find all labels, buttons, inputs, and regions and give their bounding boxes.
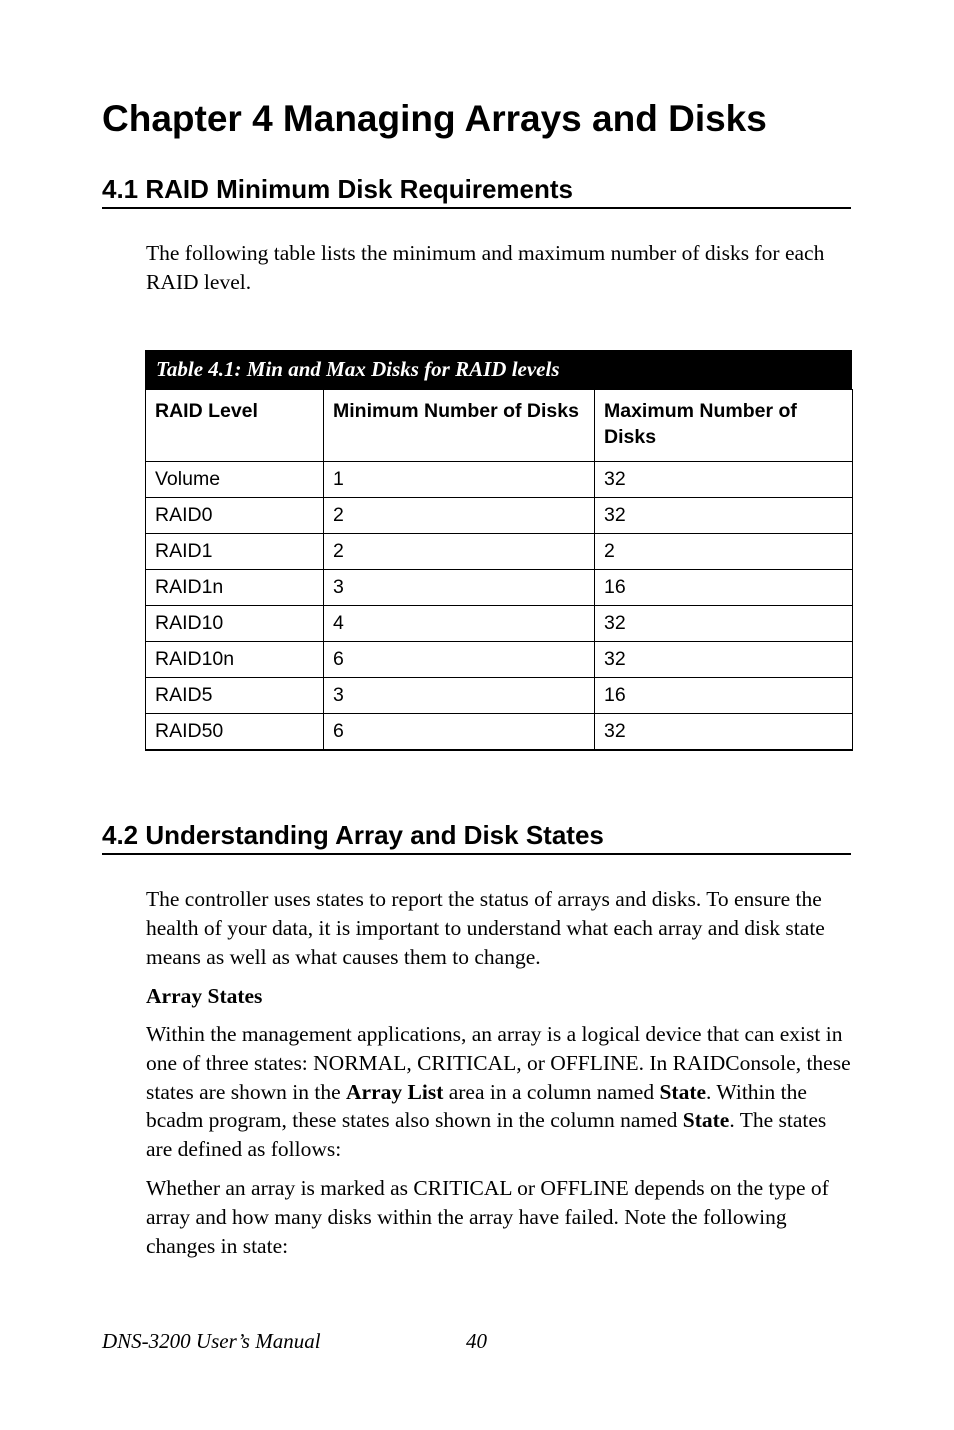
table-row <box>146 534 853 570</box>
chapter-title: Chapter 4 Managing Arrays and Disks <box>102 98 767 139</box>
cell-max-disks: 32 <box>595 462 853 498</box>
array-desc-text: area in a column named <box>443 1079 660 1104</box>
array-description-paragraph <box>146 1020 852 1164</box>
table-row <box>146 570 853 606</box>
table-row <box>146 606 853 642</box>
cell-max-disks: 32 <box>595 498 853 534</box>
cell-raid-level: RAID0 <box>146 498 324 534</box>
cell-max-disks: 16 <box>595 678 853 714</box>
table-row <box>146 714 853 750</box>
header-max-disks: Maximum Number of Disks <box>595 390 853 462</box>
cell-max-disks: 32 <box>595 714 853 750</box>
cell-raid-level: Volume <box>146 462 324 498</box>
array-states-subheading: Array States <box>146 984 263 1008</box>
table-row <box>146 498 853 534</box>
cell-raid-level: RAID50 <box>146 714 324 750</box>
cell-raid-level: RAID10n <box>146 642 324 678</box>
cell-min-disks: 6 <box>324 642 595 678</box>
cell-min-disks: 3 <box>324 678 595 714</box>
cell-max-disks: 32 <box>595 606 853 642</box>
raid-disks-table <box>145 389 853 751</box>
table-row <box>146 462 853 498</box>
cell-min-disks: 4 <box>324 606 595 642</box>
table-header-row <box>146 390 853 462</box>
cell-max-disks: 2 <box>595 534 853 570</box>
footer-page-number: 40 <box>466 1329 487 1353</box>
cell-min-disks: 2 <box>324 534 595 570</box>
array-desc-text: . Within the bcadm program, these states also shown in the column named <box>146 1079 807 1133</box>
state-term: State <box>682 1108 730 1133</box>
array-desc-text: . The states are defined as follows: <box>146 1108 827 1162</box>
states-intro-paragraph: The controller uses states to report the status of arrays and disks. To ensure the health of your data, it is important to understand what each array and disk state means as well as what causes them to change. <box>146 887 825 969</box>
table-row <box>146 678 853 714</box>
cell-raid-level: RAID10 <box>146 606 324 642</box>
section-heading-array-disk-states: 4.2 Understanding Array and Disk States <box>102 819 851 855</box>
cell-min-disks: 2 <box>324 498 595 534</box>
cell-min-disks: 3 <box>324 570 595 606</box>
cell-max-disks: 32 <box>595 642 853 678</box>
table-row <box>146 642 853 678</box>
state-term: State <box>659 1079 707 1104</box>
footer-manual-title: DNS-3200 User’s Manual <box>102 1329 321 1353</box>
table-caption: Table 4.1: Min and Max Disks for RAID levels <box>145 350 852 389</box>
cell-min-disks: 1 <box>324 462 595 498</box>
cell-min-disks: 6 <box>324 714 595 750</box>
array-desc-text: Within the management applications, an array is a logical device that can exist in one of three states: NORMAL, CRITICAL, or OFFLINE. In RAIDConsole, these states are shown in the <box>146 1022 851 1104</box>
cell-raid-level: RAID1n <box>146 570 324 606</box>
cell-raid-level: RAID5 <box>146 678 324 714</box>
critical-offline-paragraph: Whether an array is marked as CRITICAL or OFFLINE depends on the type of array and how many disks within the array have failed. Note the following changes in state: <box>146 1176 829 1258</box>
section-heading-raid-min-disks: 4.1 RAID Minimum Disk Requirements <box>102 173 851 209</box>
cell-max-disks: 16 <box>595 570 853 606</box>
header-raid-level: RAID Level <box>146 390 324 462</box>
header-min-disks: Minimum Number of Disks <box>324 390 595 462</box>
cell-raid-level: RAID1 <box>146 534 324 570</box>
raid-table-container <box>145 350 852 751</box>
intro-paragraph: The following table lists the minimum and maximum number of disks for each RAID level. <box>146 241 825 294</box>
array-list-term: Array List <box>346 1079 444 1104</box>
